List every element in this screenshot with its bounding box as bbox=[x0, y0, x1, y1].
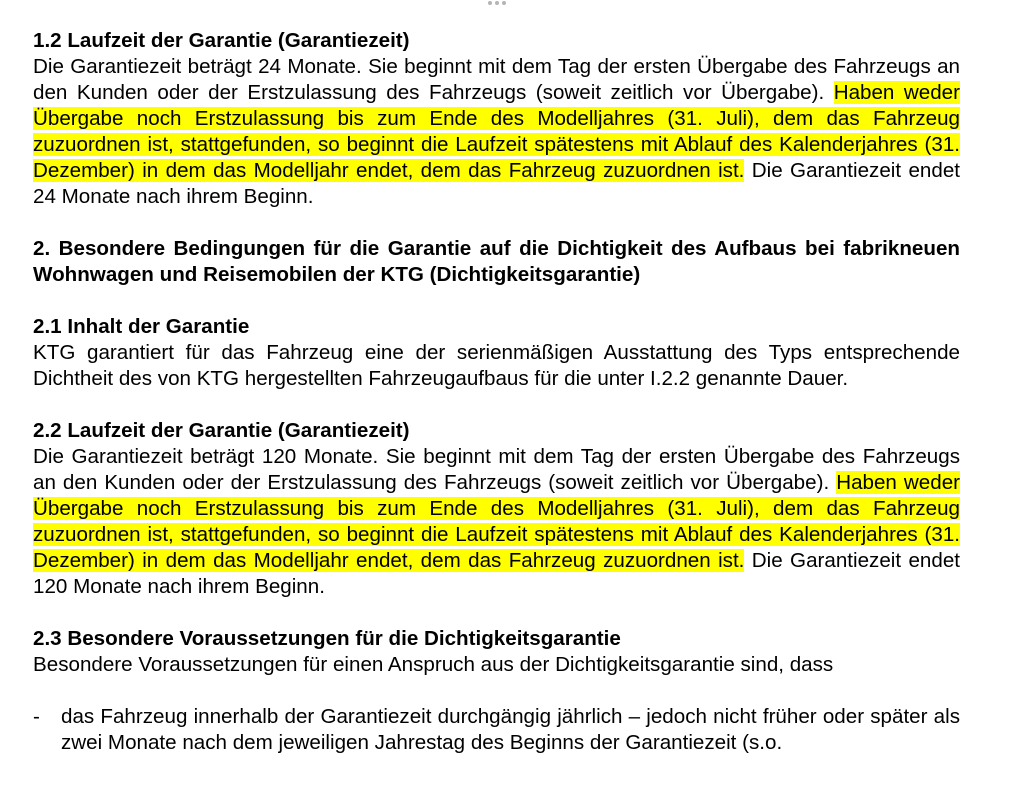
drag-handle-icon[interactable] bbox=[486, 0, 508, 8]
section-2-3 bbox=[33, 626, 960, 756]
section-2-2-text-after: Die Garantiezeit endet 120 Monate nach ihrem Beginn. bbox=[33, 549, 960, 598]
section-2-1-heading: 2.1 Inhalt der Garantie bbox=[33, 315, 250, 338]
section-2-3-intro: Besondere Voraussetzungen für einen Anspruch aus der Dichtigkeitsgarantie sind, dass bbox=[33, 653, 834, 676]
section-2-2-highlight: Haben weder Übergabe noch Erstzulassung bis zum Ende des Modelljahres (31. Juli), dem das Fahrzeug zuzuordnen ist, stattgefunden, so beginnt die Laufzeit spätestens mit Ablauf des Kalenderjahres (31. Dezember) in dem das Modelljahr endet, dem das Fahrzeug zuzuordnen ist. bbox=[33, 471, 961, 572]
section-1-2-highlight: Haben weder Übergabe noch Erstzulassung bis zum Ende des Modelljahres (31. Juli), dem das Fahrzeug zuzuordnen ist, stattgefunden, so beginnt die Laufzeit spätestens mit Ablauf des Kalenderjahres (31. Dezember) in dem das Modelljahr endet, dem das Fahrzeug zuzuordnen ist. bbox=[33, 81, 960, 182]
section-2-2-text-before: Die Garantiezeit beträgt 120 Monate. Sie beginnt mit dem Tag der ersten Übergabe des Fahrzeugs an den Kunden oder der Erstzulassung des Fahrzeugs (soweit zeitlich vor Übergabe). bbox=[33, 445, 960, 494]
section-2-1 bbox=[33, 314, 960, 392]
spacer bbox=[33, 210, 960, 236]
spacer bbox=[33, 600, 960, 626]
section-2-2-paragraph bbox=[33, 444, 960, 600]
list-bullet: - bbox=[33, 705, 40, 728]
spacer bbox=[33, 678, 960, 704]
section-2-2 bbox=[33, 418, 960, 600]
spacer bbox=[33, 392, 960, 418]
section-1-2-heading: 1.2 Laufzeit der Garantie (Garantiezeit) bbox=[33, 29, 410, 52]
section-2-2-heading: 2.2 Laufzeit der Garantie (Garantiezeit) bbox=[33, 419, 410, 442]
document-content bbox=[33, 28, 960, 756]
section-1-2-paragraph bbox=[33, 54, 960, 210]
spacer bbox=[33, 288, 960, 314]
section-1-2-text-before: Die Garantiezeit beträgt 24 Monate. Sie beginnt mit dem Tag der ersten Übergabe des Fahrzeugs an den Kunden oder der Erstzulassung des Fahrzeugs (soweit zeitlich vor Übergabe). bbox=[33, 55, 960, 104]
section-2-1-paragraph: KTG garantiert für das Fahrzeug eine der serienmäßigen Ausstattung des Typs entsprechende Dichtheit des von KTG hergestellten Fahrzeugaufbaus für die unter I.2.2 genannte Dauer. bbox=[33, 341, 960, 390]
list-item-text: das Fahrzeug innerhalb der Garantiezeit durchgängig jährlich – jedoch nicht früher oder später als zwei Monate nach dem jeweiligen Jahrestag des Beginns der Garantiezeit (s.o. bbox=[61, 705, 960, 754]
list-item bbox=[33, 704, 960, 756]
section-2 bbox=[33, 236, 960, 288]
section-1-2 bbox=[33, 28, 960, 210]
section-2-heading: 2. Besondere Bedingungen für die Garantie auf die Dichtigkeit des Aufbaus bei fabrikneuen Wohnwagen und Reisemobilen der KTG (Dichtigkeitsgarantie) bbox=[33, 237, 960, 286]
section-1-2-text-after: Die Garantiezeit endet 24 Monate nach ihrem Beginn. bbox=[33, 159, 960, 208]
section-2-3-heading: 2.3 Besondere Voraussetzungen für die Dichtigkeitsgarantie bbox=[33, 627, 621, 650]
